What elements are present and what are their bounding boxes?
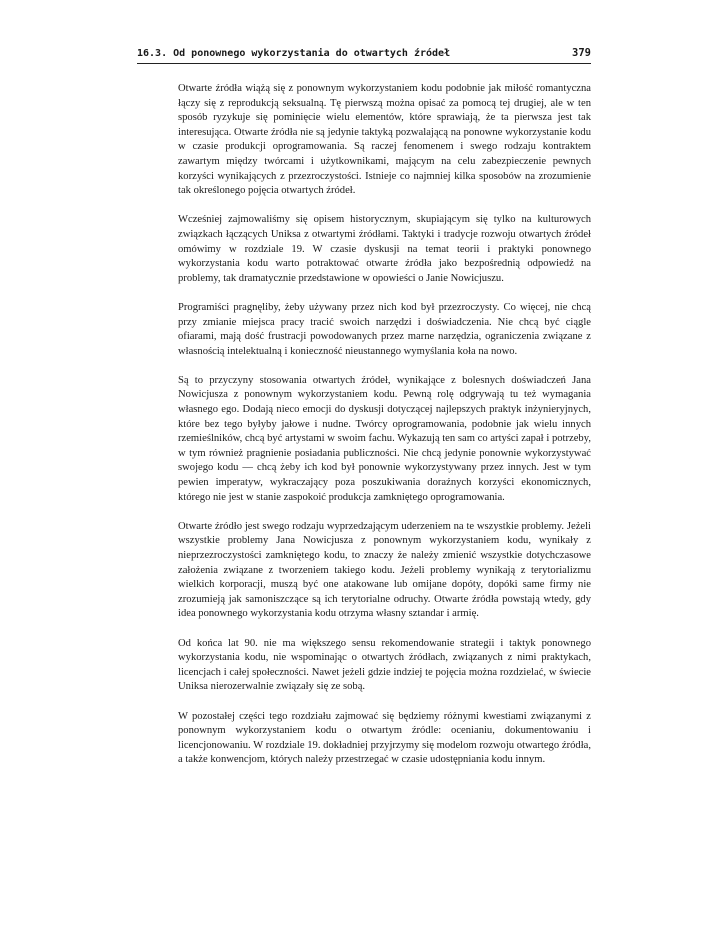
running-header [137, 46, 591, 64]
paragraph: Otwarte źródła wiążą się z ponownym wykorzystaniem kodu podobnie jak miłość romantyczna łączy się z reprodukcją seksualną. Tę pierwszą można opisać za pomocą tej drugiej, ale w ten sposób ryzykuje się pominięcie wielu elementów, które sprawiają, że ta pierwsza jest tak interesująca. Otwarte źródła nie są jedynie taktyką pozwalającą na ponowne wykorzystanie kodu w czasie produkcji oprogramowania. Są raczej fenomenem i swego rodzaju kontraktem zawartym między twórcami i użytkownikami, mającym na celu zabezpieczenie pewnych korzyści wynikających z przezroczystości. Istnieje co najmniej kilka sposobów na zrozumienie tak określonego pojęcia otwartych źródeł. [178, 83, 591, 197]
paragraph: Od końca lat 90. nie ma większego sensu rekomendowanie strategii i taktyk ponownego wykorzystania kodu, nie wspominając o otwartych źródłach, związanych z nimi praktykach, licencjach i całej społeczności. Nawet jeżeli gdzie indziej te pojęcia można rozdzielać, w świecie Uniksa nierozerwalnie związały się ze sobą. [178, 637, 591, 693]
section-title: 16.3. Od ponownego wykorzystania do otwartych źródeł [137, 48, 451, 59]
page-number: 379 [572, 47, 591, 59]
paragraph: Programiści pragnęliby, żeby używany przez nich kod był przezroczysty. Co więcej, nie chcą przy zmianie miejsca pracy tracić swoich narzędzi i doświadczenia. Nie chcą być ciągle ofiarami, mają dość frustracji powodowanych przez marne narzędzia, ograniczenia związane z własnością intelektualną i konieczność nieustannego wymyślania koła na nowo. [178, 301, 591, 357]
paragraph: W pozostałej części tego rozdziału zajmować się będziemy różnymi kwestiami związanymi z ponownym wykorzystaniem kodu o otwartym źródle: ocenianiu, dokumentowaniu i licencjonowaniu. W rozdziale 19. dokładniej przyjrzymy się modelom rozwoju otwartego źródła, a także konwencjom, których należy przestrzegać w czasie udostępniania kodu innym. [178, 710, 591, 766]
paragraph: Otwarte źródło jest swego rodzaju wyprzedzającym uderzeniem na te wszystkie problemy. Jeżeli wszystkie problemy Jana Nowicjusza z ponownym wykorzystaniem kodu, wynikały z nieprzezroczystości zamkniętego kodu, to znaczy że należy zmienić wszystkie dotychczasowe założenia związane z tworzeniem takiego kodu. Jeżeli problemy wynikają z terytorializmu wielkich korporacji, muszą być one atakowane lub omijane dopóty, dopóki same firmy nie zrozumieją jak samoniszczące są ich terytorialne odruchy. Otwarte źródła powstają wtedy, gdy idea ponownego wykorzystania kodu otrzyma własny sztandar i armię. [178, 520, 591, 620]
body-text [178, 82, 591, 783]
paragraph: Są to przyczyny stosowania otwartych źródeł, wynikające z bolesnych doświadczeń Jana Nowicjusza z ponownym wykorzystaniem kodu. Pewną rolę odgrywają tu też wymagania własnego ego. Dodają nieco emocji do dyskusji dotyczącej najlepszych praktyk inżynieryjnych, które bez tego byłyby jałowe i nudne. Twórcy oprogramowania, podobnie jak wielu innych rzemieślników, chcą być artystami w swoim fachu. Wykazują ten sam co artyści zapał i potrzeby, w tym również pragnienie posiadania publiczności. Nie chcą jedynie ponownie wykorzystywać swojego kodu — chcą żeby ich kod był ponownie wykorzystywany przez innych. Jest w tym pewien imperatyw, wykraczający poza poszukiwania doraźnych korzyści ekonomicznych, którego nie jest w stanie zaspokoić produkcja zamkniętego oprogramowania. [178, 374, 591, 503]
paragraph: Wcześniej zajmowaliśmy się opisem historycznym, skupiającym się tylko na kulturowych związkach łączących Uniksa z otwartymi źródłami. Taktyki i tradycje rozwoju otwartych źródeł omówimy w rozdziale 19. W czasie dyskusji na temat teorii i praktyki ponownego wykorzystania kodu warto potraktować otwarte źródła jako bezpośrednią odpowiedź na problemy, tak dramatycznie przedstawione w opowieści o Janie Nowicjuszu. [178, 214, 591, 284]
